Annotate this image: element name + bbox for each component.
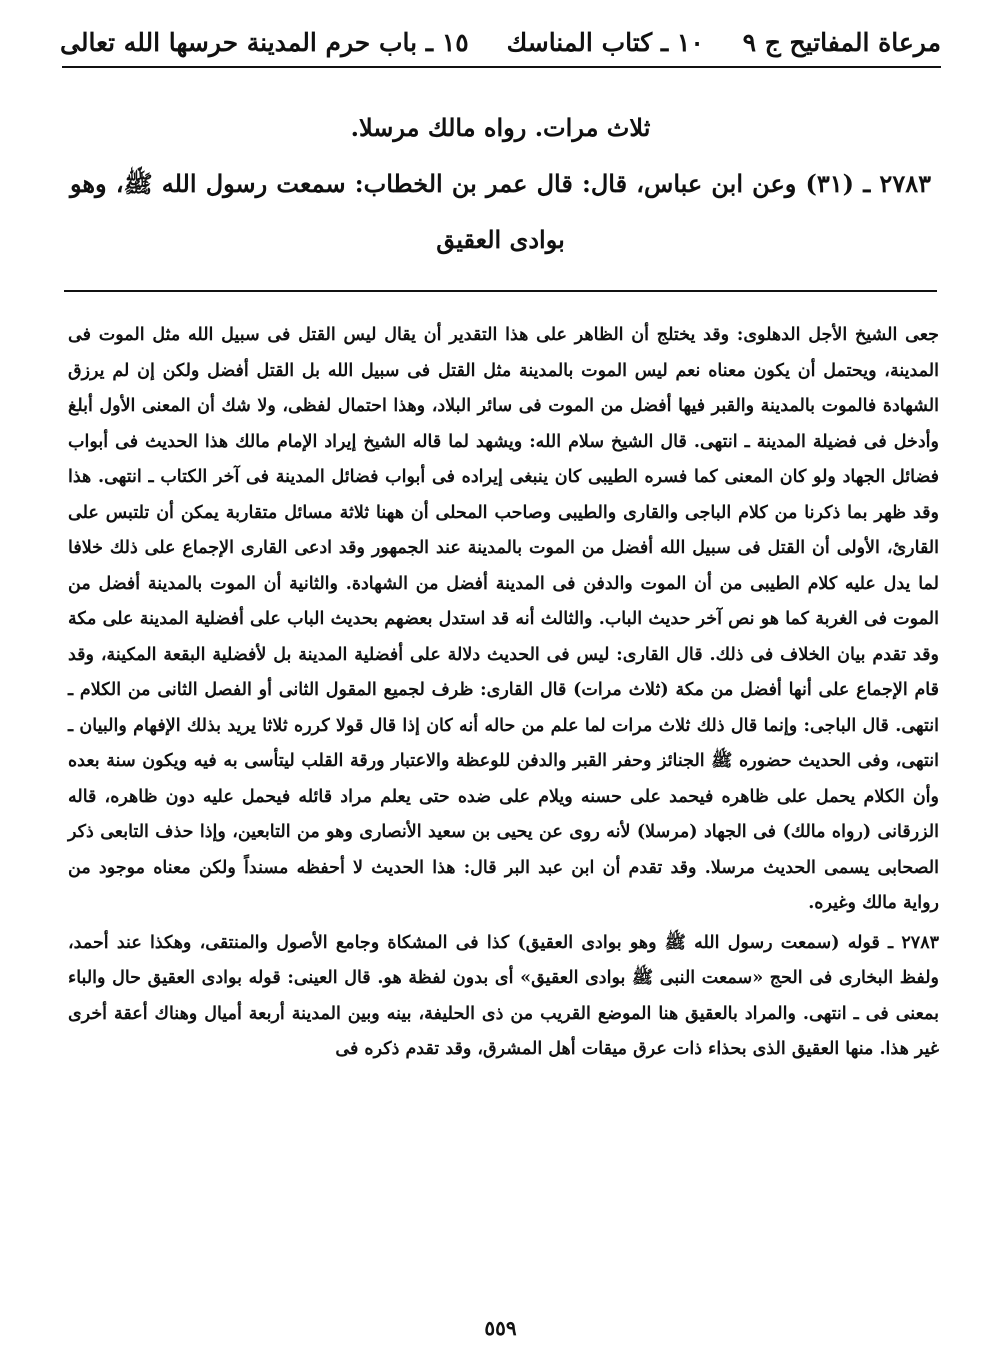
commentary-paragraph-1: جعى الشيخ الأجل الدهلوى: وقد يختلج أن الظاهر على هذا التقدير أن يقال ليس القتل فى سبيل الله مثل الموت فى المدينة، ويحتمل أن يكون معناه نعم ليس الموت بالمدينة مثل القتل فى سبيل الله بل القتل أفضل ولكن إن لم يرزق الشهادة فالموت بالمدينة والقبر فيها أفضل من الموت فى سائر البلاد، وهذا احتمال لفظى، ولا شك أن المعنى الأول أبلغ وأدخل فى فضيلة المدينة ـ انتهى. قال الشيخ سلام الله: ويشهد لما قاله الشيخ إيراد الإمام مالك هذا الحديث فى أبواب فضائل الجهاد ولو كان المعنى كما فسره الطيبى كان ينبغى إيراده فى أبواب فضائل المدينة فى آخر الكتاب ـ انتهى. هذا وقد ظهر بما ذكرنا من كلام الباجى والقارى والطيبى وصاحب المحلى أن ههنا ثلاثة مسائل متقاربة يمكن أن تلتبس على القارئ، الأولى أن القتل فى سبيل الله أفضل من الموت بالمدينة عند الجمهور وقد ادعى القارى الإجماع على ذلك خلافا لما يدل عليه كلام الطيبى من أن الموت والدفن فى المدينة أفضل من الشهادة. والثانية أن الموت بالمدينة أفضل من الموت فى الغربة كما هو نص آخر حديث الباب. والثالث أنه قد استدل بعضهم بحديث الباب على أفضلية المدينة على مكة وقد تقدم بيان الخلاف فى ذلك. قال القارى: ليس فى الحديث دلالة على أفضلية المدينة بل لأفضلية البقعة المكينة، وقد قام الإجماع على أنها أفضل من مكة (ثلاث مرات) قال القارى: ظرف لجميع المقول الثانى أو الفصل الثانى من الكلام ـ انتهى. قال الباجى: وإنما قال ذلك ثلاث مرات لما علم من حاله أنه كان إذا قال قولا كرره ثلاثا يريد بذلك الإفهام والبيان ـ انتهى، وفى الحديث حضوره ﷺ الجنائز وحفر القبر والدفن للوعظة والاعتبار ورقة القلب ليتأسى به فيه ويكون سنة بعده وأن الكلام يحمل على ظاهره فيحمد على حسنه ويلام على ضده حتى يعلم مراد قائله فيحمل عليه دون ظاهره، قاله الزرقانى (رواه مالك) فى الجهاد (مرسلا) لأنه روى عن يحيى بن سعيد الأنصارى وهو من التابعين، وإذا حذف التابعى ذكر الصحابى يسمى الحديث مرسلا. وقد تقدم أن ابن عبد البر قال: هذا الحديث لا أحفظه مسنداً ولكن معناه موجود من رواية مالك وغيره.: [68, 325, 939, 913]
hadith-line-2: ٢٧٨٣ ـ (٣١) وعن ابن عباس، قال: قال عمر بن الخطاب: سمعت رسول الله ﷺ، وهو: [70, 169, 931, 198]
header-divider: [62, 66, 941, 68]
header-chapter: ١٠ ـ كتاب المناسك: [506, 27, 704, 57]
page-number: ٥٥٩: [484, 1316, 517, 1340]
header-book-title: مرعاة المفاتيح ج ٩: [742, 27, 941, 57]
hadith-line-1: ثلاث مرات. رواه مالك مرسلا.: [350, 113, 651, 142]
hadith-text: [70, 100, 931, 268]
commentary-paragraph-2: ٢٧٨٣ ـ قوله (سمعت رسول الله ﷺ وهو بوادى العقيق) كذا فى المشكاة وجامع الأصول والمنتقى، وهكذا عند أحمد، ولفظ البخارى فى الحج «سمعت النبى ﷺ بوادى العقيق» أى بدون لفظة هو. قال العينى: قوله بوادى العقيق حال والباء بمعنى فى ـ انتهى. والمراد بالعقيق هنا الموضع القريب من ذى الحليفة، بينه وبين المدينة أربعة أميال وهناك أعقة أخرى غير هذا. منها العقيق الذى بحذاء ذات عرق ميقات أهل المشرق، وقد تقدم ذكره فى: [68, 932, 939, 1059]
header-chapter-group: [60, 28, 704, 57]
header-section: ١٥ ـ باب حرم المدينة حرسها الله تعالى: [60, 27, 469, 57]
section-divider: [64, 290, 937, 292]
commentary-text: [68, 318, 939, 1068]
running-header: [60, 20, 941, 64]
hadith-line-3: بوادى العقيق: [436, 225, 565, 254]
